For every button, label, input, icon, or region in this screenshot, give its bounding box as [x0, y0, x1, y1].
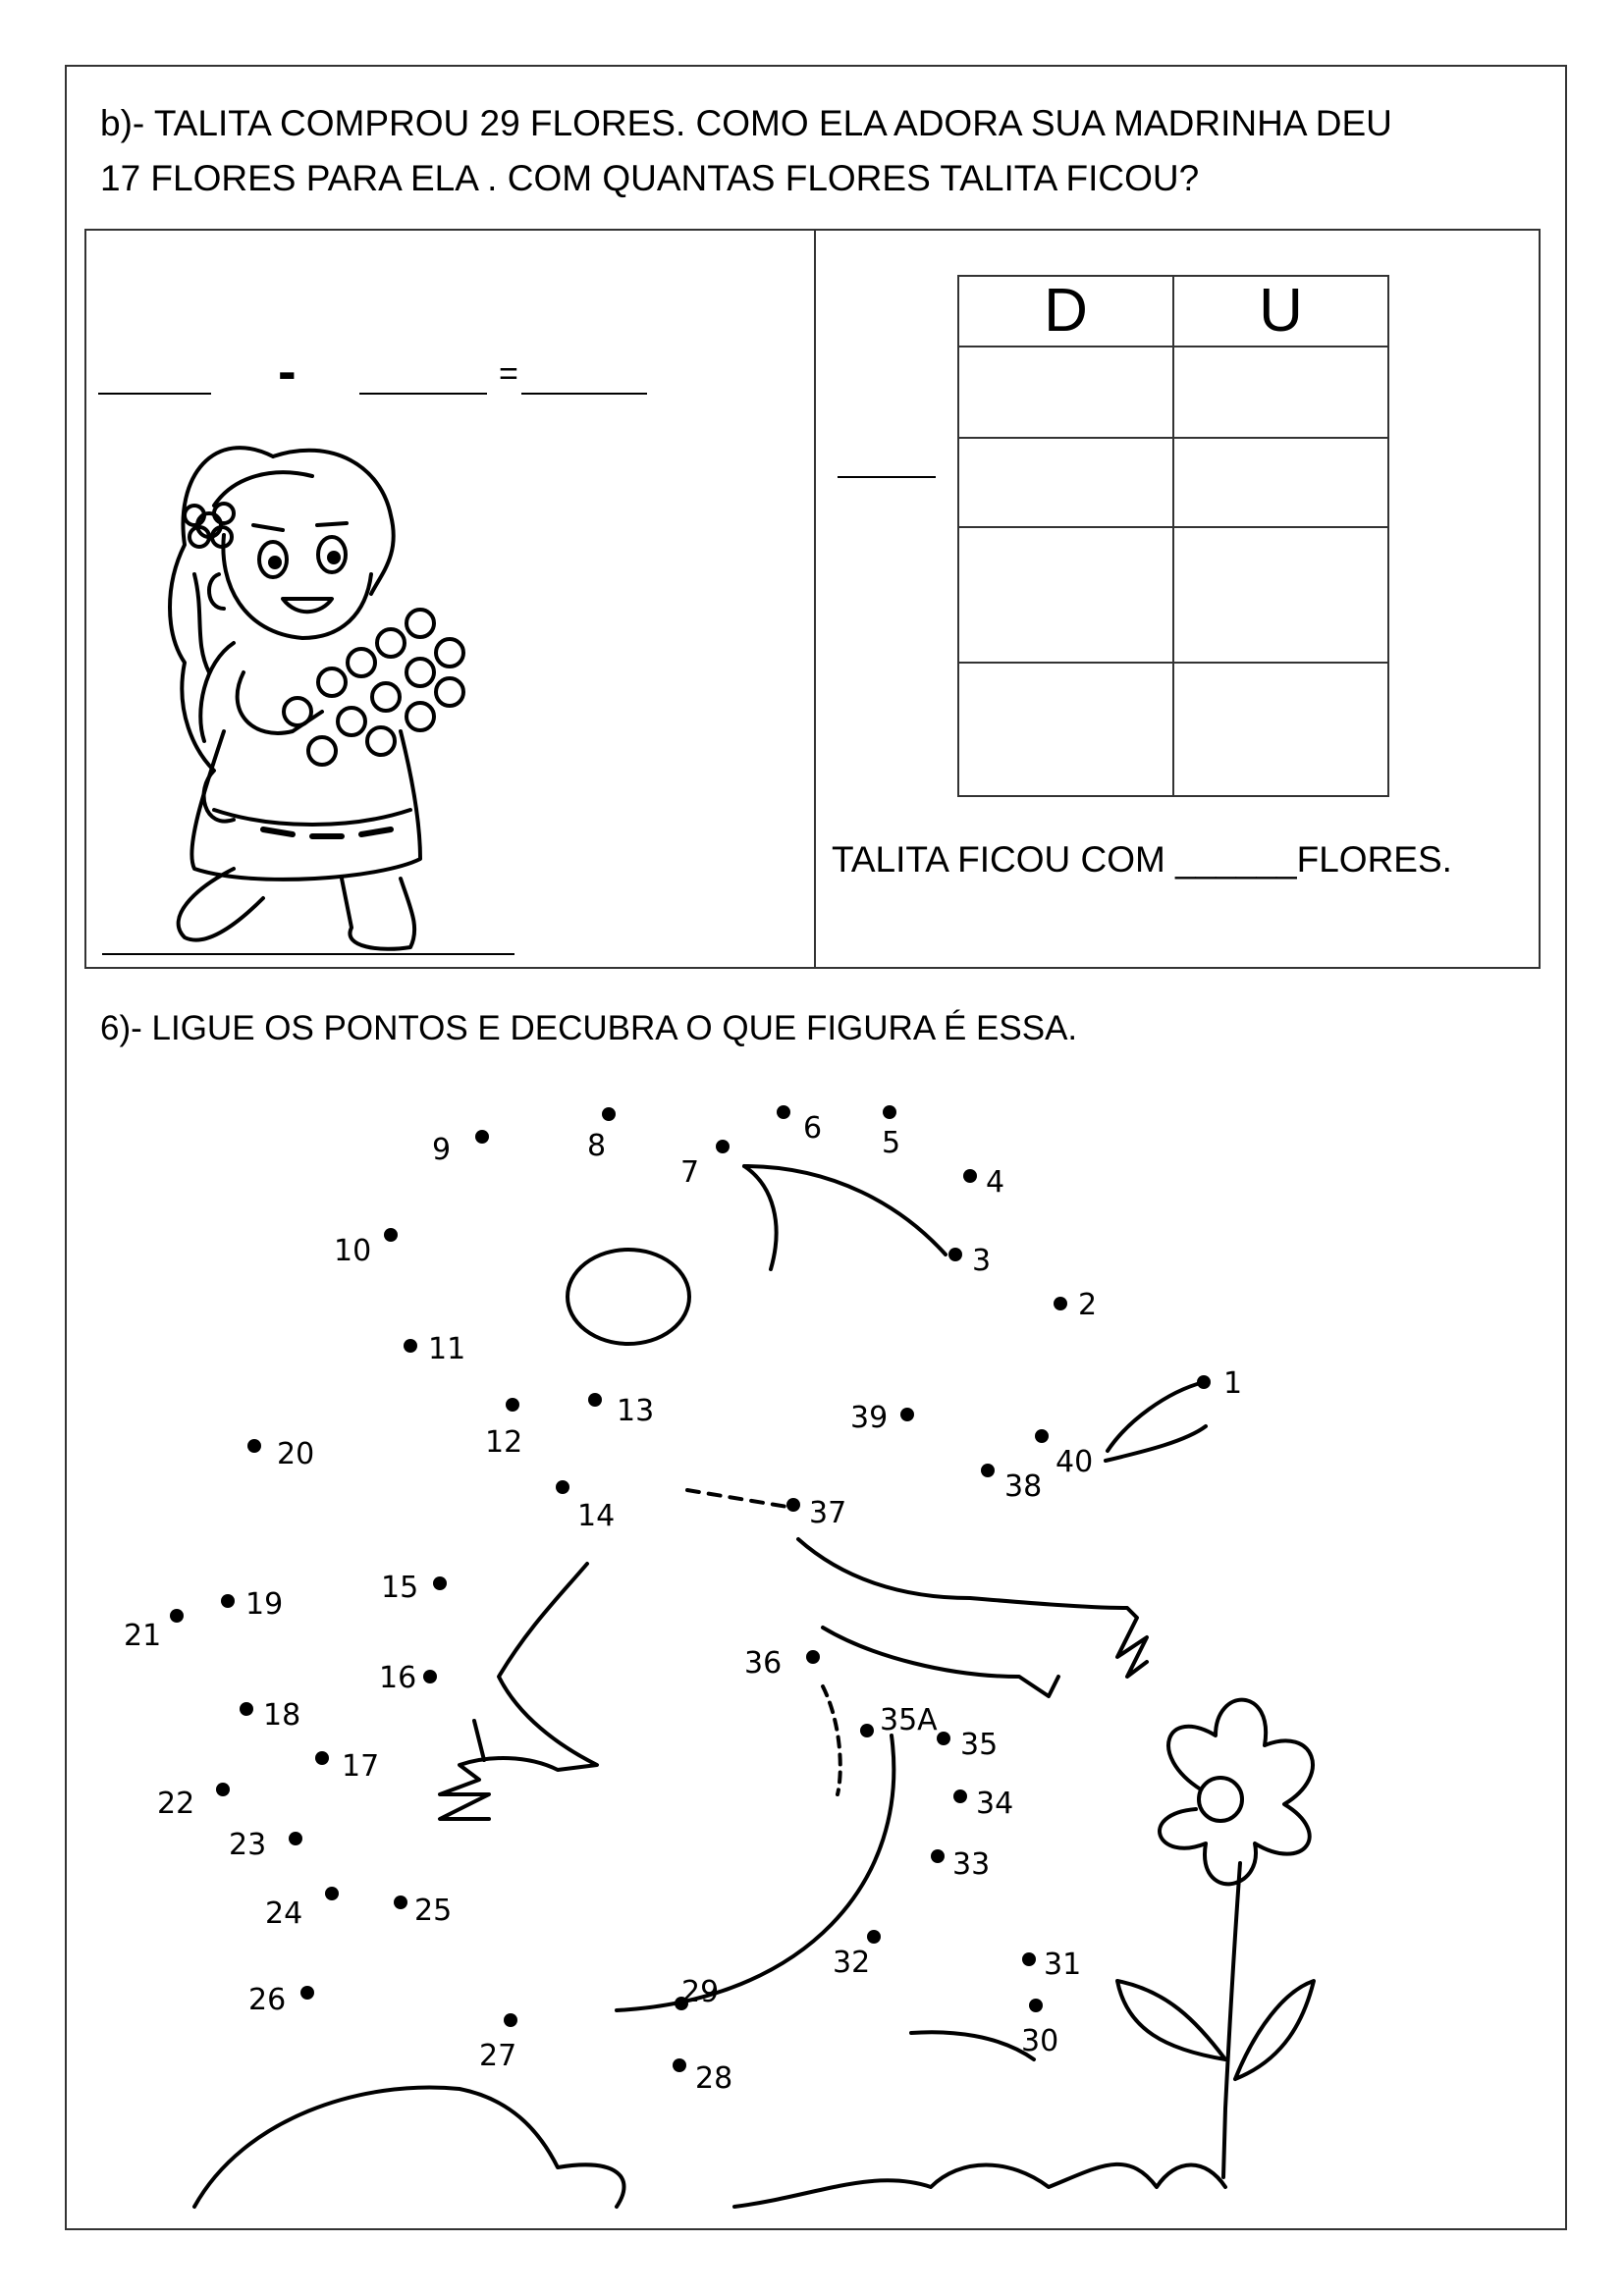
dot-label-32: 32	[833, 1946, 871, 1980]
dot-9[interactable]	[475, 1130, 489, 1144]
dot-18[interactable]	[240, 1702, 253, 1716]
dot-16[interactable]	[423, 1670, 437, 1683]
dot-15[interactable]	[433, 1576, 447, 1590]
dot-label-22: 22	[157, 1787, 195, 1821]
dot-label-35: 35	[960, 1728, 999, 1762]
dot-6[interactable]	[777, 1105, 790, 1119]
dot-30[interactable]	[1029, 1999, 1043, 2012]
dot-21[interactable]	[170, 1609, 184, 1623]
tens-header: D	[958, 276, 1173, 347]
minus-sign: -	[278, 340, 297, 401]
dot-13[interactable]	[588, 1393, 602, 1407]
dot-23[interactable]	[289, 1832, 302, 1845]
dot-22[interactable]	[216, 1783, 230, 1796]
dot-38[interactable]	[981, 1464, 995, 1477]
dot-34[interactable]	[953, 1789, 967, 1803]
dot-label-3: 3	[972, 1244, 992, 1278]
dot-label-35A: 35A	[880, 1703, 938, 1737]
dot-label-12: 12	[485, 1425, 523, 1460]
dot-24[interactable]	[325, 1887, 339, 1900]
answer-sentence: TALITA FICOU COM ______FLORES.	[832, 839, 1452, 880]
dot-label-26: 26	[248, 1983, 287, 2017]
dot-label-10: 10	[334, 1234, 372, 1268]
dot-label-7: 7	[680, 1155, 700, 1190]
dot-5[interactable]	[883, 1105, 896, 1119]
dot-label-23: 23	[229, 1828, 267, 1862]
dot-28[interactable]	[673, 2058, 686, 2072]
dot-label-5: 5	[882, 1126, 901, 1160]
dot-label-39: 39	[850, 1401, 889, 1435]
dot-3[interactable]	[948, 1248, 962, 1261]
dot-label-31: 31	[1044, 1948, 1082, 1982]
dot-label-21: 21	[124, 1619, 162, 1653]
connect-the-dots-picture	[67, 67, 1565, 2228]
units-header: U	[1173, 276, 1388, 347]
dot-label-14: 14	[577, 1499, 616, 1533]
dot-19[interactable]	[221, 1594, 235, 1608]
dot-10[interactable]	[384, 1228, 398, 1242]
dot-1[interactable]	[1197, 1375, 1211, 1389]
dot-label-40: 40	[1056, 1445, 1094, 1479]
dot-label-25: 25	[414, 1894, 453, 1928]
dot-label-4: 4	[986, 1165, 1005, 1200]
dot-8[interactable]	[602, 1107, 616, 1121]
dot-label-34: 34	[976, 1787, 1014, 1821]
question-b-text: b)- TALITA COMPROU 29 FLORES. COMO ELA ADORA SUA MADRINHA DEU 17 FLORES PARA ELA . COM QUANTAS FLORES TALITA FICOU?	[100, 103, 1392, 198]
dot-32[interactable]	[867, 1930, 881, 1944]
dot-label-18: 18	[263, 1698, 301, 1733]
dot-label-8: 8	[587, 1129, 607, 1163]
dot-label-27: 27	[479, 2039, 517, 2073]
dot-11[interactable]	[404, 1339, 417, 1353]
dot-2[interactable]	[1054, 1297, 1067, 1310]
dot-label-33: 33	[952, 1847, 991, 1882]
dot-label-36: 36	[744, 1646, 783, 1681]
dot-label-37: 37	[809, 1496, 847, 1530]
dot-35A[interactable]	[860, 1724, 874, 1737]
dot-39[interactable]	[900, 1408, 914, 1421]
dot-label-20: 20	[277, 1437, 315, 1471]
dot-label-13: 13	[617, 1394, 655, 1428]
dot-label-1: 1	[1223, 1366, 1243, 1401]
dot-14[interactable]	[556, 1480, 569, 1494]
dot-label-24: 24	[265, 1896, 303, 1931]
dot-33[interactable]	[931, 1849, 945, 1863]
question-6-text: 6)- LIGUE OS PONTOS E DECUBRA O QUE FIGURA É ESSA.	[100, 1009, 1078, 1047]
dot-26[interactable]	[300, 1986, 314, 2000]
dot-31[interactable]	[1022, 1952, 1036, 1966]
dot-7[interactable]	[716, 1140, 730, 1153]
dot-label-11: 11	[428, 1332, 466, 1366]
dot-label-15: 15	[381, 1571, 419, 1605]
dot-label-17: 17	[342, 1749, 380, 1784]
dot-35[interactable]	[937, 1732, 950, 1745]
dot-label-29: 29	[681, 1975, 720, 2009]
equals-sign: =	[499, 355, 518, 393]
dot-label-28: 28	[695, 2061, 733, 2096]
dot-label-16: 16	[379, 1661, 417, 1695]
dot-label-9: 9	[432, 1133, 452, 1167]
worksheet-page	[65, 65, 1567, 2230]
dot-40[interactable]	[1035, 1429, 1049, 1443]
dot-20[interactable]	[247, 1439, 261, 1453]
dot-label-30: 30	[1021, 2024, 1059, 2058]
dot-27[interactable]	[504, 2013, 517, 2027]
dot-label-19: 19	[245, 1587, 284, 1622]
dot-17[interactable]	[315, 1751, 329, 1765]
dot-37[interactable]	[786, 1498, 800, 1512]
dots-outline-drawing	[194, 1166, 1314, 2207]
dot-36[interactable]	[806, 1650, 820, 1664]
dot-4[interactable]	[963, 1169, 977, 1183]
dot-25[interactable]	[394, 1896, 407, 1909]
numbered-dots	[124, 1105, 1242, 2096]
dot-label-2: 2	[1078, 1288, 1098, 1322]
dot-label-6: 6	[803, 1111, 823, 1146]
dot-label-38: 38	[1004, 1469, 1043, 1504]
dot-12[interactable]	[506, 1398, 519, 1412]
